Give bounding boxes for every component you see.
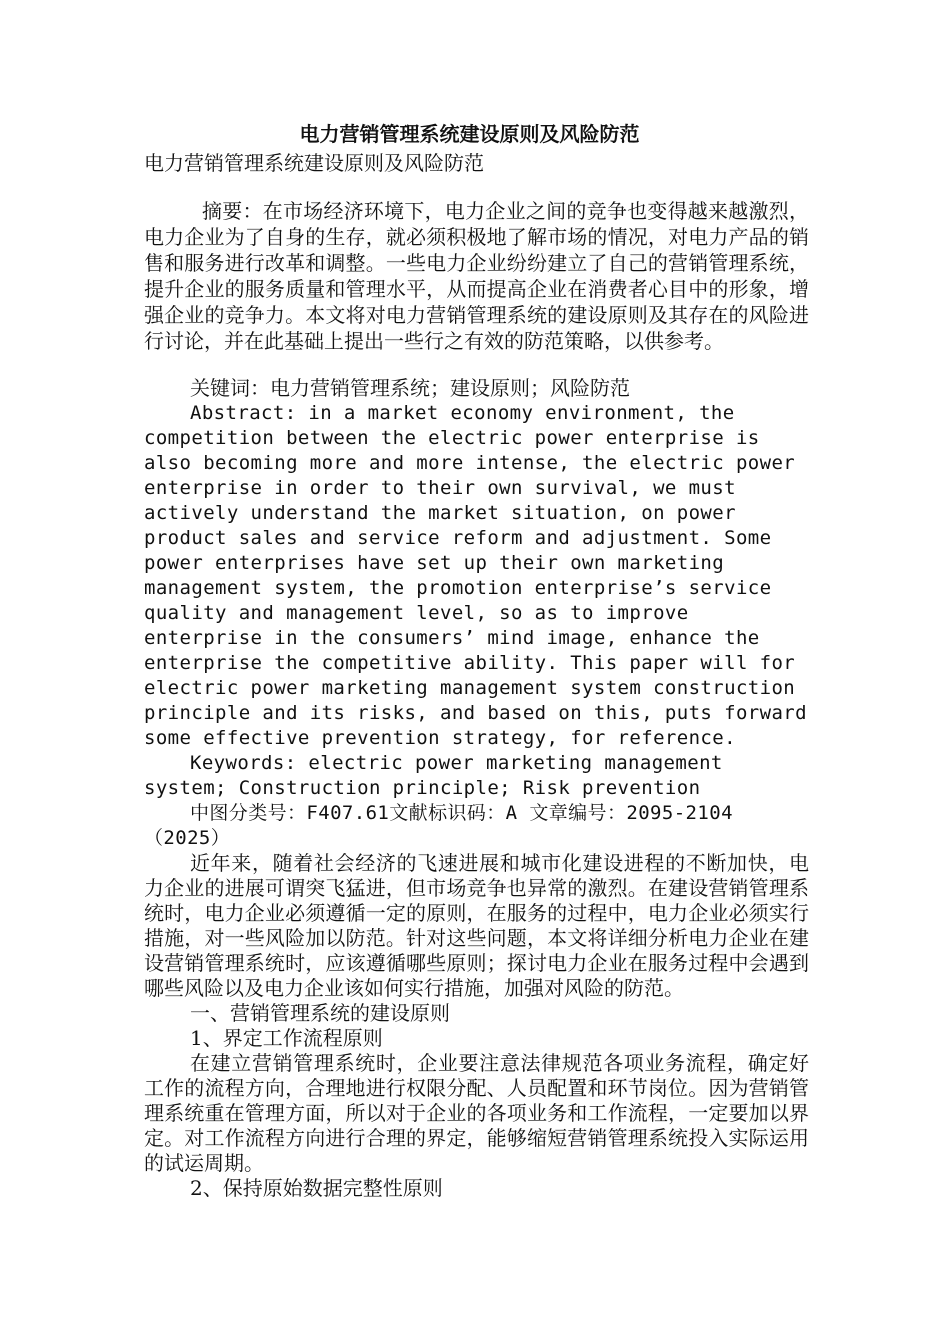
abstract-chinese: 摘要：在市场经济环境下，电力企业之间的竞争也变得越来越激烈，电力企业为了自身的生存，就必须积极地了解市场的情况，对电力产品的销售和服务进行改革和调整。一些电力企业纷纷建立了自己的营销管理系统，提升企业的服务质量和管理水平，从而提高企业在消费者心目中的形象，增强企业的竞争力。本文将对电力营销管理系统的建设原则及其存在的风险进行讨论，并在此基础上提出一些行之有效的防范策略，以供参考。 [144, 199, 809, 353]
document-page [144, 118, 809, 1201]
intro-paragraph: 近年来，随着社会经济的飞速进展和城市化建设进程的不断加快，电力企业的进展可谓突飞猛进，但市场竞争也异常的激烈。在建设营销管理系统时，电力企业必须遵循一定的原则，在服务的过程中，电力企业必须实行措施，对一些风险加以防范。针对这些问题，本文将详细分析电力企业在建设营销管理系统时，应该遵循哪些原则；探讨电力企业在服务过程中会遇到哪些风险以及电力企业该如何实行措施，加强对风险的防范。 [144, 851, 809, 1000]
subsection-heading: 1、界定工作流程原则 [190, 1026, 383, 1050]
classification-info: 中图分类号：F407.61文献标识码：A 文章编号：2095-2104（2025） [144, 802, 733, 849]
keywords-chinese: 关键词：电力营销管理系统；建设原则；风险防范 [190, 376, 630, 400]
document-title: 电力营销管理系统建设原则及风险防范 [299, 122, 640, 146]
abstract-english: Abstract: in a market economy environment, the competition between the electric power enterprise is also becoming more and more intense, the electric power enterprise in order to their own survival, we must actively understand the market situation, on power product sales and service reform and adjustment. Some power enterprises have set up their own marketing management system, the promotion enterprise’s service quality and management level, so as to improve enterprise in the consumers’ mind image, enhance the enterprise the competitive ability. This paper will for electric power marketing management system construction principle and its risks, and based on this, puts forward some effective prevention strategy, for reference. [144, 402, 807, 749]
body-paragraph: 在建立营销管理系统时，企业要注意法律规范各项业务流程，确定好工作的流程方向，合理地进行权限分配、人员配置和环节岗位。因为营销管理系统重在管理方面，所以对于企业的各项业务和工作流程，一定要加以界定。对工作流程方向进行合理的界定，能够缩短营销管理系统投入实际运用的试运周期。 [144, 1051, 809, 1175]
document-subtitle: 电力营销管理系统建设原则及风险防范 [144, 151, 484, 175]
keywords-english: Keywords: electric power marketing management system; Construction principle; Risk prevention [144, 752, 723, 799]
section-heading: 一、营销管理系统的建设原则 [190, 1001, 450, 1025]
subsection-heading: 2、保持原始数据完整性原则 [190, 1176, 443, 1200]
